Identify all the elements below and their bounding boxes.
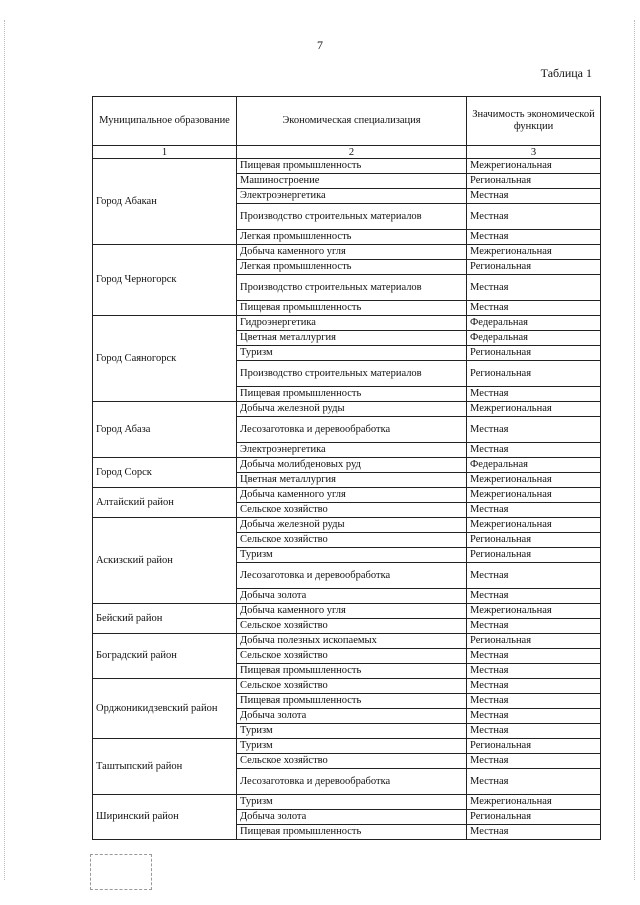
significance-cell: Местная (467, 679, 601, 694)
municipality-cell: Город Черногорск (93, 245, 237, 316)
significance-cell: Региональная (467, 634, 601, 649)
specialization-cell: Лесозаготовка и деревообработка (237, 417, 467, 443)
significance-cell: Региональная (467, 548, 601, 563)
table-header-row (93, 97, 601, 146)
municipality-cell: Ширинский район (93, 795, 237, 840)
significance-cell: Межрегиональная (467, 604, 601, 619)
significance-cell: Местная (467, 649, 601, 664)
header-significance: Значимость экономической функции (467, 97, 601, 146)
significance-cell: Региональная (467, 361, 601, 387)
specialization-cell: Цветная металлургия (237, 331, 467, 346)
significance-cell: Межрегиональная (467, 402, 601, 417)
significance-cell: Региональная (467, 739, 601, 754)
specialization-cell: Добыча железной руды (237, 518, 467, 533)
specialization-cell: Сельское хозяйство (237, 754, 467, 769)
municipality-cell: Таштыпский район (93, 739, 237, 795)
significance-cell: Местная (467, 619, 601, 634)
significance-cell: Федеральная (467, 331, 601, 346)
municipality-cell: Боградский район (93, 634, 237, 679)
table-row (93, 458, 601, 473)
specialization-cell: Добыча полезных ископаемых (237, 634, 467, 649)
significance-cell: Местная (467, 825, 601, 840)
municipality-cell: Аскизский район (93, 518, 237, 604)
specialization-cell: Сельское хозяйство (237, 533, 467, 548)
table-body (93, 159, 601, 840)
specialization-cell: Добыча каменного угля (237, 245, 467, 260)
significance-cell: Местная (467, 275, 601, 301)
significance-cell: Межрегиональная (467, 518, 601, 533)
specialization-cell: Цветная металлургия (237, 473, 467, 488)
table-row (93, 518, 601, 533)
table-row (93, 316, 601, 331)
significance-cell: Местная (467, 694, 601, 709)
specialization-cell: Туризм (237, 739, 467, 754)
significance-cell: Местная (467, 443, 601, 458)
column-number-3: 3 (467, 146, 601, 159)
significance-cell: Межрегиональная (467, 159, 601, 174)
significance-cell: Межрегиональная (467, 245, 601, 260)
table-row (93, 245, 601, 260)
significance-cell: Местная (467, 417, 601, 443)
column-number-2: 2 (237, 146, 467, 159)
specialization-cell: Добыча молибденовых руд (237, 458, 467, 473)
municipality-cell: Город Абаза (93, 402, 237, 458)
specialization-cell: Легкая промышленность (237, 260, 467, 275)
specialization-cell: Туризм (237, 346, 467, 361)
municipality-cell: Город Саяногорск (93, 316, 237, 402)
significance-cell: Региональная (467, 174, 601, 189)
significance-cell: Федеральная (467, 458, 601, 473)
significance-cell: Региональная (467, 810, 601, 825)
specialization-cell: Производство строительных материалов (237, 361, 467, 387)
municipality-cell: Бейский район (93, 604, 237, 634)
specialization-cell: Сельское хозяйство (237, 503, 467, 518)
table-row (93, 159, 601, 174)
specialization-cell: Сельское хозяйство (237, 619, 467, 634)
table-caption: Таблица 1 (540, 66, 592, 80)
specialization-cell: Добыча каменного угля (237, 488, 467, 503)
specialization-cell: Электроэнергетика (237, 443, 467, 458)
specialization-cell: Туризм (237, 795, 467, 810)
specialization-cell: Пищевая промышленность (237, 387, 467, 402)
specialization-cell: Туризм (237, 724, 467, 739)
specialization-cell: Производство строительных материалов (237, 275, 467, 301)
page-number: 7 (317, 38, 323, 52)
specialization-cell: Пищевая промышленность (237, 664, 467, 679)
specialization-cell: Гидроэнергетика (237, 316, 467, 331)
scan-edge-right (634, 20, 636, 880)
column-number-row (93, 146, 601, 159)
table-row (93, 795, 601, 810)
specialization-cell: Добыча каменного угля (237, 604, 467, 619)
municipality-cell: Город Сорск (93, 458, 237, 488)
table-row (93, 402, 601, 417)
specialization-cell: Пищевая промышленность (237, 694, 467, 709)
specialization-cell: Добыча железной руды (237, 402, 467, 417)
specialization-cell: Лесозаготовка и деревообработка (237, 563, 467, 589)
significance-cell: Местная (467, 204, 601, 230)
table-row (93, 679, 601, 694)
significance-cell: Межрегиональная (467, 488, 601, 503)
specialization-cell: Сельское хозяйство (237, 649, 467, 664)
significance-cell: Местная (467, 230, 601, 245)
municipality-cell: Алтайский район (93, 488, 237, 518)
scan-stamp-mark (90, 854, 152, 890)
significance-cell: Местная (467, 301, 601, 316)
specialization-cell: Добыча золота (237, 810, 467, 825)
table-row (93, 488, 601, 503)
specialization-cell: Пищевая промышленность (237, 159, 467, 174)
significance-cell: Региональная (467, 346, 601, 361)
municipality-cell: Город Абакан (93, 159, 237, 245)
specialization-cell: Производство строительных материалов (237, 204, 467, 230)
specialization-cell: Добыча золота (237, 709, 467, 724)
specialization-cell: Пищевая промышленность (237, 825, 467, 840)
scan-edge-left (4, 20, 6, 880)
table-row (93, 739, 601, 754)
specialization-cell: Пищевая промышленность (237, 301, 467, 316)
significance-cell: Федеральная (467, 316, 601, 331)
significance-cell: Местная (467, 503, 601, 518)
specialization-cell: Машиностроение (237, 174, 467, 189)
table-row (93, 634, 601, 649)
specialization-cell: Сельское хозяйство (237, 679, 467, 694)
specialization-cell: Легкая промышленность (237, 230, 467, 245)
significance-cell: Местная (467, 189, 601, 204)
specialization-cell: Лесозаготовка и деревообработка (237, 769, 467, 795)
significance-cell: Местная (467, 709, 601, 724)
significance-cell: Местная (467, 754, 601, 769)
column-number-1: 1 (93, 146, 237, 159)
significance-cell: Местная (467, 724, 601, 739)
municipality-cell: Орджоникидзевский район (93, 679, 237, 739)
significance-cell: Местная (467, 589, 601, 604)
specialization-cell: Электроэнергетика (237, 189, 467, 204)
table-row (93, 604, 601, 619)
header-specialization: Экономическая специализация (237, 97, 467, 146)
specialization-cell: Добыча золота (237, 589, 467, 604)
economic-specialization-table (92, 96, 601, 840)
significance-cell: Межрегиональная (467, 795, 601, 810)
significance-cell: Региональная (467, 260, 601, 275)
significance-cell: Местная (467, 563, 601, 589)
header-municipality: Муниципальное образование (93, 97, 237, 146)
significance-cell: Местная (467, 387, 601, 402)
significance-cell: Региональная (467, 533, 601, 548)
significance-cell: Местная (467, 664, 601, 679)
significance-cell: Межрегиональная (467, 473, 601, 488)
significance-cell: Местная (467, 769, 601, 795)
specialization-cell: Туризм (237, 548, 467, 563)
